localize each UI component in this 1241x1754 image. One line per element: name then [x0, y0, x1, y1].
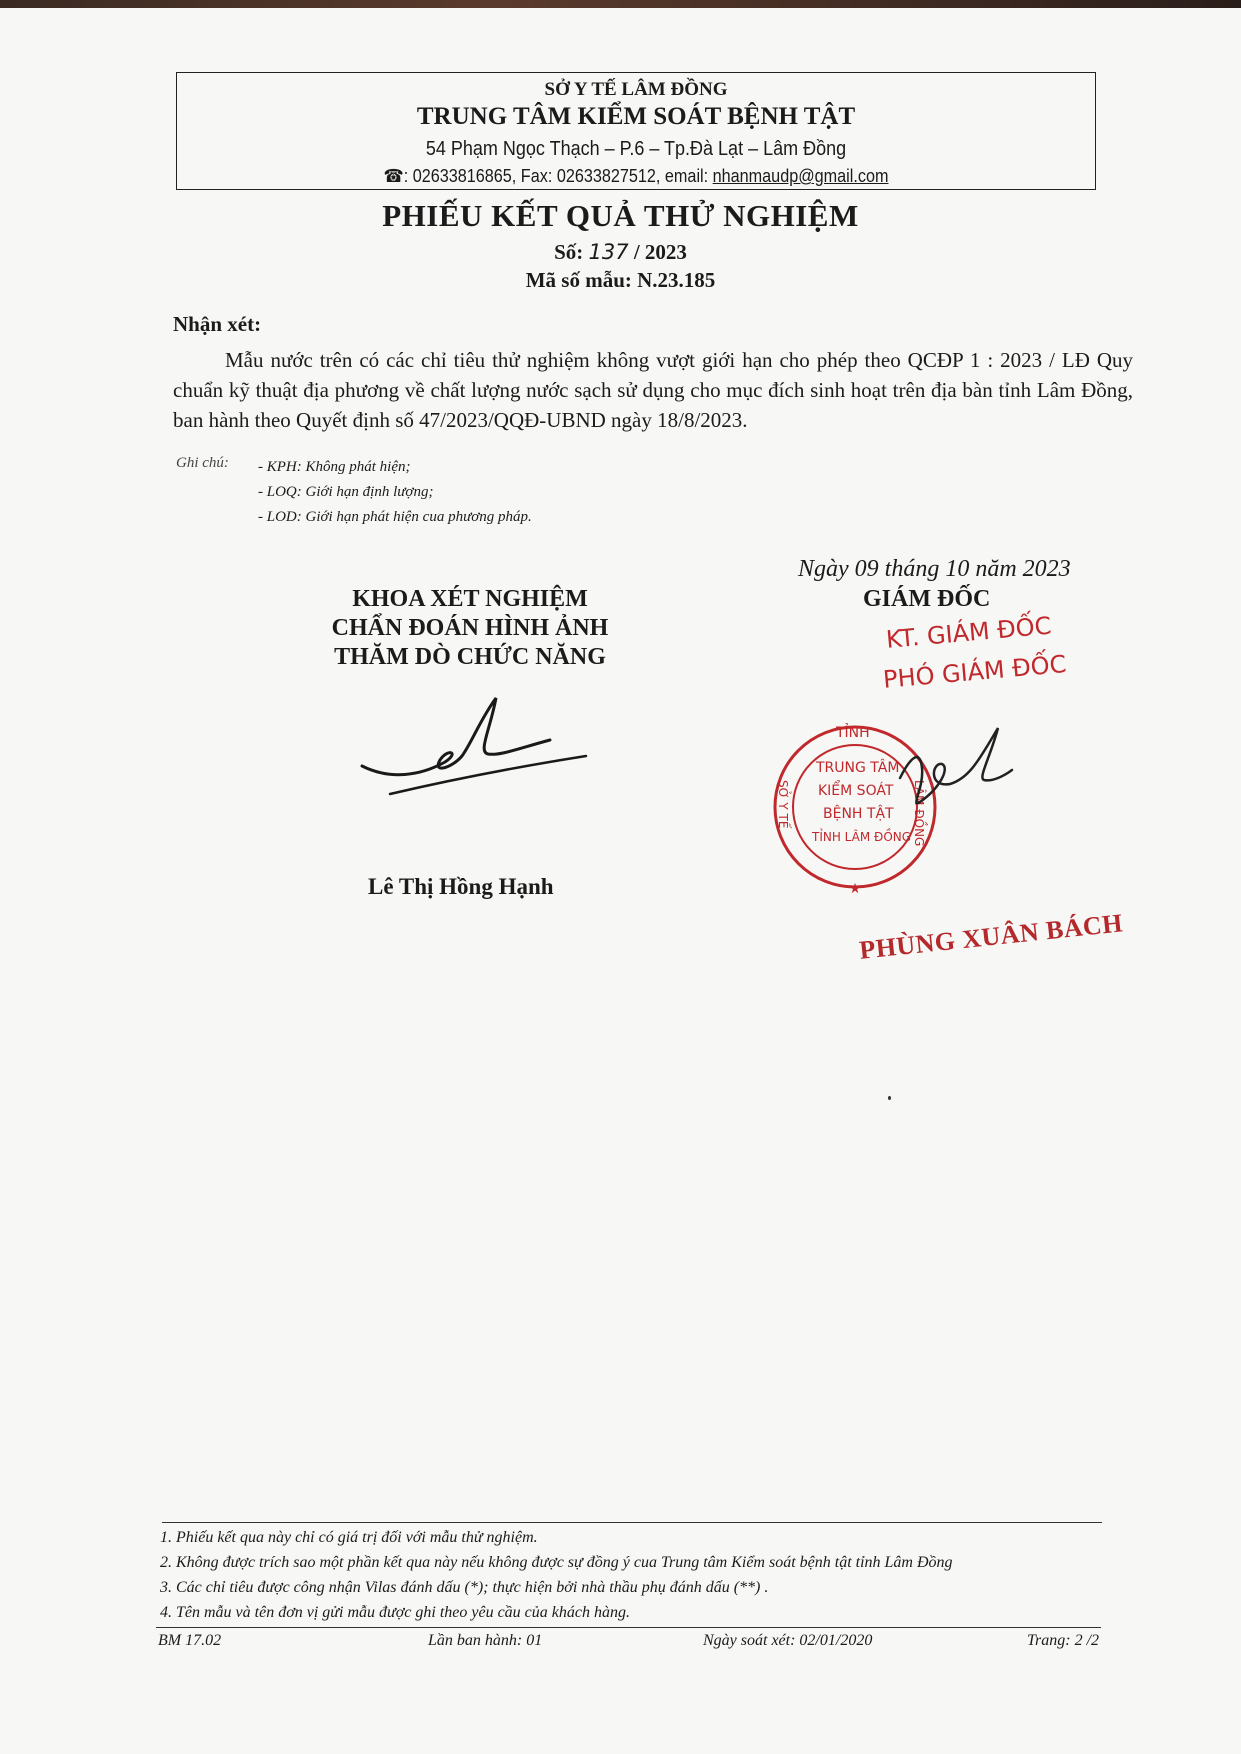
stamp-ring-top: TỈNH: [836, 725, 870, 741]
number-handwritten: 137: [588, 240, 629, 264]
contact-info: [223, 166, 1049, 187]
remark-text: Mẫu nước trên có các chỉ tiêu thử nghiệm không vượt giới hạn cho phép theo QCĐP 1 : 2023 / LĐ Quy chuẩn kỹ thuật địa phương về chất lượng nước sạch sử dụng cho mục đích sinh hoạt trên địa bàn tỉnh Lâm Đồng, ban hành theo Quyết định số 47/2023/QQĐ-UBND ngày 18/8/2023.: [173, 348, 1133, 432]
footnote-divider: [162, 1522, 1102, 1523]
stamp-ring-left: SỞ Y TẾ: [776, 780, 790, 829]
email-link[interactable]: nhanmaudp@gmail.com: [712, 166, 889, 186]
stamp-line: TỈNH LÂM ĐỒNG: [812, 830, 912, 844]
stamp-line: KIỂM SOÁT: [818, 783, 894, 799]
stamp-line: TRUNG TÂM: [816, 760, 900, 776]
signing-date: Ngày 09 tháng 10 năm 2023: [798, 556, 1071, 582]
right-signer-name: PHÙNG XUÂN BÁCH: [858, 908, 1125, 965]
scan-top-edge: [0, 0, 1241, 8]
note-item: - KPH: Không phát hiện;: [258, 459, 411, 475]
review-date: Ngày soát xét: 02/01/2020: [703, 1632, 873, 1649]
organization-address: 54 Phạm Ngọc Thạch – P.6 – Tp.Đà Lạt – Lâm Đồng: [425, 138, 847, 160]
notes-label: Ghi chú:: [176, 455, 229, 471]
form-code: BM 17.02: [158, 1632, 222, 1649]
svg-text:★: ★: [848, 882, 862, 895]
left-signature: [350, 690, 600, 810]
department-name: [320, 585, 620, 672]
document-header: [176, 72, 1096, 190]
footnote-item: 2. Không được trích sao một phần kết qua này nếu không được sự đồng ý cua Trung tâm Kiểm soát bệnh tật tỉnh Lâm Đồng: [160, 1554, 953, 1571]
right-signature: [880, 718, 1020, 828]
document-number: [0, 240, 1241, 265]
scan-speck: [888, 1096, 891, 1100]
page-number: Trang: 2 /2: [1027, 1632, 1100, 1649]
left-signer-name: Lê Thị Hồng Hạnh: [368, 874, 554, 899]
note-item: - LOD: Giới hạn phát hiện cua phương pháp.: [258, 509, 532, 525]
sample-code: Mã số mẫu: N.23.185: [525, 268, 716, 292]
department-line: KHOA XÉT NGHIỆM: [352, 586, 588, 612]
contact-text: ☎: 02633816865, Fax: 02633827512, email:: [383, 166, 713, 186]
ministry-name: SỞ Y TẾ LÂM ĐỒNG: [544, 79, 728, 100]
edition: Lần ban hành: 01: [428, 1632, 543, 1649]
footnote-item: 1. Phiếu kết qua này chỉ có giá trị đối với mẫu thử nghiệm.: [160, 1529, 538, 1546]
note-item: - LOQ: Giới hạn định lượng;: [258, 484, 434, 500]
remark-heading: Nhận xét:: [173, 312, 262, 336]
on-behalf-label: KT. GIÁM ĐỐC: [885, 611, 1053, 654]
stamp-line: BỆNH TẬT: [823, 806, 894, 822]
number-label: Số:: [554, 240, 584, 264]
department-line: CHẨN ĐOÁN HÌNH ẢNH: [331, 615, 609, 641]
department-line: THĂM DÒ CHỨC NĂNG: [334, 644, 606, 670]
number-suffix: / 2023: [633, 240, 687, 264]
document-title: PHIẾU KẾT QUẢ THỬ NGHIỆM: [382, 198, 859, 233]
deputy-director-title: PHÓ GIÁM ĐỐC: [882, 649, 1068, 694]
footnote-item: 3. Các chỉ tiêu được công nhận Vilas đánh dấu (*); thực hiện bởi nhà thầu phụ đánh dấu (**) .: [160, 1579, 769, 1596]
notes-list: [258, 455, 532, 530]
footnotes: [160, 1525, 953, 1625]
footnote-item: 4. Tên mẫu và tên đơn vị gửi mẫu được ghi theo yêu cầu của khách hàng.: [160, 1604, 630, 1621]
footer-divider: [156, 1627, 1101, 1628]
director-title: GIÁM ĐỐC: [863, 586, 991, 612]
stamp-ring-right: LÂM ĐỒNG: [912, 780, 926, 847]
organization-name: TRUNG TÂM KIỂM SOÁT BỆNH TẬT: [416, 103, 856, 130]
